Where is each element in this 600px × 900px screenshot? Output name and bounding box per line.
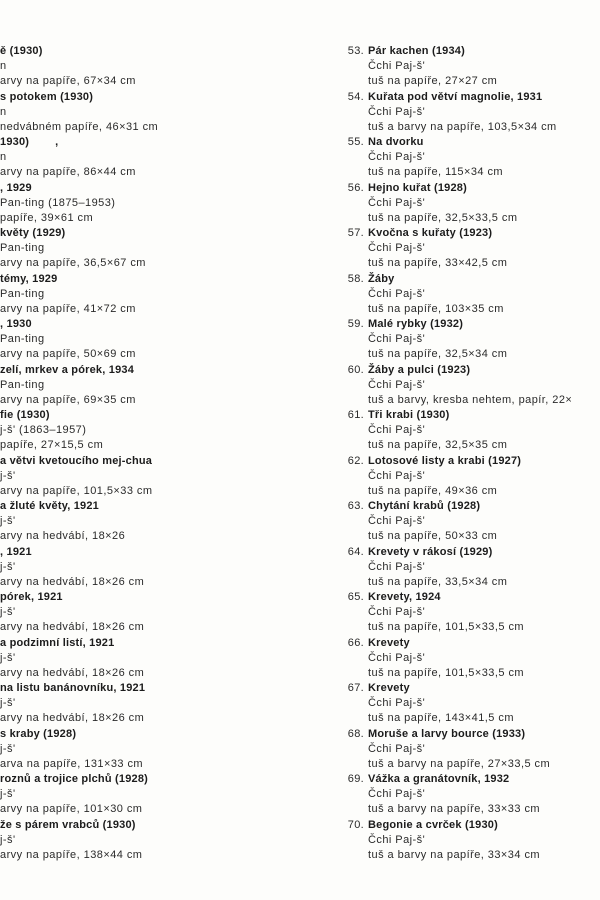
entry-artist: Čchi Paj-š' <box>368 697 426 709</box>
entry-artist: Pan-ting <box>0 242 45 254</box>
catalog-entry <box>340 772 600 818</box>
entry-title: Chytání krabů (1928) <box>368 500 481 512</box>
catalog-entry <box>340 363 600 409</box>
entry-title: roznů a trojice plchů (1928) <box>0 773 149 785</box>
entry-artist: n <box>0 60 7 72</box>
entry-title: s potokem (1930) <box>0 90 94 103</box>
entry-title: ě (1930) <box>0 45 43 57</box>
entry-title: Žáby <box>368 272 395 285</box>
entry-title: Hejno kuřat (1928) <box>368 181 467 194</box>
entry-body <box>368 90 557 135</box>
catalog-entry <box>0 363 300 409</box>
entry-body <box>368 44 497 89</box>
entry-number: 61. <box>347 409 364 421</box>
entry-medium: tuš a barvy na papíře, 27×33,5 cm <box>368 757 551 770</box>
entry-title: pórek, 1921 <box>0 591 63 603</box>
entry-medium: papíře, 27×15,5 cm <box>0 439 104 451</box>
entry-number: 60. <box>347 363 364 376</box>
entry-medium: tuš a barvy na papíře, 103,5×34 cm <box>368 120 557 133</box>
entry-title: a větvi kvetoucího mej-chua <box>0 454 153 467</box>
entry-medium: tuš na papíře, 33×42,5 cm <box>368 257 508 269</box>
entry-title: květy (1929) <box>0 227 66 239</box>
entry-medium: arvy na papíře, 50×69 cm <box>0 348 136 360</box>
entry-title: Malé rybky (1932) <box>368 318 464 330</box>
catalog-entry <box>0 818 300 864</box>
entry-number: 54. <box>347 90 364 103</box>
entry-medium: tuš na papíře, 115×34 cm <box>368 166 504 178</box>
entry-medium: arvy na papíře, 138×44 cm <box>0 848 143 861</box>
catalog-entry <box>340 636 600 682</box>
entry-number: 69. <box>347 773 364 785</box>
entry-body <box>368 636 524 681</box>
entry-artist: Čchi Paj-š' <box>368 560 426 573</box>
entry-number: 65. <box>347 591 364 603</box>
entry-number: 53. <box>347 45 364 57</box>
entry-number: 68. <box>347 727 364 740</box>
entry-medium: tuš na papíře, 32,5×33,5 cm <box>368 211 518 224</box>
entry-title: Kvočna s kuřaty (1923) <box>368 227 493 239</box>
entry-artist: Čchi Paj-š' <box>368 378 426 391</box>
entry-title: Vážka a granátovník, 1932 <box>368 773 510 785</box>
entry-medium: arvy na hedvábí, 18×26 cm <box>0 575 145 588</box>
catalog-entry <box>340 181 600 227</box>
entry-artist: n <box>0 105 7 118</box>
entry-number: 62. <box>347 454 364 467</box>
catalog-entry <box>340 818 600 864</box>
entry-body <box>368 363 572 408</box>
entry-artist: j-š' <box>0 742 16 755</box>
entry-artist: j-š' <box>0 651 16 664</box>
catalog-entry <box>340 135 600 181</box>
entry-medium: arvy na hedvábí, 18×26 cm <box>0 621 145 633</box>
entry-title: Krevety v rákosí (1929) <box>368 545 493 558</box>
entry-body <box>368 499 497 544</box>
entry-medium: tuš na papíře, 50×33 cm <box>368 530 498 542</box>
entry-artist: j-š' <box>0 606 16 618</box>
entry-body <box>368 181 517 226</box>
entry-body <box>368 317 507 362</box>
catalog-entry <box>340 727 600 773</box>
catalog-entry <box>340 272 600 318</box>
entry-medium: arvy na papíře, 67×34 cm <box>0 75 136 87</box>
entry-title: Moruše a larvy bource (1933) <box>368 727 526 740</box>
entry-artist: Pan-ting (1875–1953) <box>0 196 116 209</box>
catalog-entry <box>0 317 300 363</box>
entry-number: 58. <box>347 272 364 285</box>
entry-medium: arvy na papíře, 101×30 cm <box>0 803 143 815</box>
entry-body <box>368 590 524 635</box>
catalog-entry <box>340 454 600 500</box>
entry-medium: tuš na papíře, 32,5×34 cm <box>368 348 508 360</box>
catalog-entry <box>340 317 600 363</box>
catalog-entry <box>0 408 300 454</box>
catalog-entry <box>340 499 600 545</box>
entry-artist: Čchi Paj-š' <box>368 60 426 72</box>
catalog-entry <box>340 545 600 591</box>
entry-title: fie (1930) <box>0 409 50 421</box>
catalog-entry <box>0 454 300 500</box>
entry-medium: tuš a barvy na papíře, 33×33 cm <box>368 803 541 815</box>
entry-number: 59. <box>347 318 364 330</box>
entry-number: 67. <box>347 682 364 694</box>
entry-medium: tuš na papíře, 143×41,5 cm <box>368 712 514 724</box>
entry-artist: j-š' <box>0 697 16 709</box>
catalog-entry <box>0 90 300 136</box>
catalog-entry <box>340 590 600 636</box>
entry-artist: Čchi Paj-š' <box>368 742 426 755</box>
entry-artist: Čchi Paj-š' <box>368 469 426 482</box>
entry-artist: Pan-ting <box>0 287 45 300</box>
entry-artist: Čchi Paj-š' <box>368 515 426 527</box>
entry-title: Na dvorku <box>368 136 424 148</box>
catalog-entry <box>0 44 300 90</box>
entry-artist: Čchi Paj-š' <box>368 333 426 345</box>
entry-medium: papíře, 39×61 cm <box>0 211 94 224</box>
catalog-entry <box>0 545 300 591</box>
entry-medium: arvy na papíře, 41×72 cm <box>0 302 136 315</box>
catalog-entry <box>340 44 600 90</box>
entry-body <box>368 408 507 453</box>
entry-artist: j-š' (1863–1957) <box>0 424 87 436</box>
catalog-entry <box>0 772 300 818</box>
entry-artist: n <box>0 151 7 163</box>
entry-artist: Čchi Paj-š' <box>368 424 426 436</box>
entry-body <box>368 135 503 180</box>
entry-number: 70. <box>347 818 364 831</box>
catalog-entry <box>0 727 300 773</box>
catalog-entry <box>0 135 300 181</box>
entry-title: Krevety, 1924 <box>368 591 441 603</box>
entry-title: , 1929 <box>0 181 32 194</box>
entry-number: 55. <box>347 136 364 148</box>
entry-body <box>368 454 521 499</box>
entry-title: a žluté květy, 1921 <box>0 500 99 512</box>
catalog-left-column <box>0 44 300 863</box>
catalog-entry <box>340 226 600 272</box>
entry-artist: Čchi Paj-š' <box>368 788 426 800</box>
entry-title: , 1930 <box>0 318 32 330</box>
entry-medium: arvy na hedvábí, 18×26 cm <box>0 712 145 724</box>
entry-medium: arvy na papíře, 86×44 cm <box>0 166 136 178</box>
entry-medium: tuš na papíře, 101,5×33,5 cm <box>368 666 525 679</box>
entry-title: 1930) , <box>0 136 59 148</box>
entry-body <box>368 272 504 317</box>
entry-body <box>368 727 550 772</box>
entry-body <box>368 545 507 590</box>
entry-medium: tuš na papíře, 27×27 cm <box>368 75 498 87</box>
entry-body <box>368 681 514 726</box>
entry-artist: Čchi Paj-š' <box>368 105 426 118</box>
catalog-entry <box>0 681 300 727</box>
entry-title: s kraby (1928) <box>0 727 77 740</box>
entry-artist: j-š' <box>0 560 16 573</box>
entry-title: Žáby a pulci (1923) <box>368 363 471 376</box>
entry-title: a podzimní listí, 1921 <box>0 636 115 649</box>
entry-body <box>368 818 540 863</box>
entry-artist: Čchi Paj-š' <box>368 833 426 846</box>
entry-artist: Čchi Paj-š' <box>368 287 426 300</box>
entry-title: zelí, mrkev a pórek, 1934 <box>0 363 135 376</box>
entry-title: Tři krabi (1930) <box>368 409 450 421</box>
entry-body <box>368 772 540 817</box>
catalog-right-column <box>340 44 600 863</box>
catalog-entry <box>0 590 300 636</box>
entry-title: Pár kachen (1934) <box>368 45 465 57</box>
catalog-entry <box>340 408 600 454</box>
entry-medium: tuš a barvy na papíře, 33×34 cm <box>368 848 541 861</box>
entry-medium: tuš na papíře, 33,5×34 cm <box>368 575 508 588</box>
catalog-entry <box>0 272 300 318</box>
entry-title: Krevety <box>368 682 410 694</box>
entry-artist: Čchi Paj-š' <box>368 651 426 664</box>
entry-title: Krevety <box>368 636 410 649</box>
catalog-entry <box>340 681 600 727</box>
entry-medium: arvy na papíře, 36,5×67 cm <box>0 257 146 269</box>
entry-medium: arva na papíře, 131×33 cm <box>0 757 144 770</box>
catalog-entry <box>0 226 300 272</box>
entry-artist: Čchi Paj-š' <box>368 606 426 618</box>
catalog-entry <box>0 181 300 227</box>
entry-artist: j-š' <box>0 469 16 482</box>
entry-number: 56. <box>347 181 364 194</box>
entry-artist: Čchi Paj-š' <box>368 151 426 163</box>
entry-title: že s párem vrabců (1930) <box>0 818 136 831</box>
entry-medium: arvy na hedvábí, 18×26 <box>0 530 126 542</box>
entry-number: 64. <box>347 545 364 558</box>
entry-medium: arvy na papíře, 101,5×33 cm <box>0 484 153 497</box>
entry-title: , 1921 <box>0 545 32 558</box>
entry-title: Lotosové listy a krabi (1927) <box>368 454 522 467</box>
catalog-entry <box>0 636 300 682</box>
entry-title: na listu banánovníku, 1921 <box>0 682 146 694</box>
entry-artist: j-š' <box>0 515 16 527</box>
catalog-entry <box>340 90 600 136</box>
entry-medium: tuš na papíře, 103×35 cm <box>368 302 504 315</box>
entry-number: 63. <box>347 500 364 512</box>
catalog-entry <box>0 499 300 545</box>
entry-number: 66. <box>347 636 364 649</box>
entry-medium: tuš na papíře, 49×36 cm <box>368 484 498 497</box>
entry-artist: Pan-ting <box>0 333 45 345</box>
entry-artist: j-š' <box>0 788 16 800</box>
entry-body <box>368 226 507 271</box>
entry-number: 57. <box>347 227 364 239</box>
entry-artist: Čchi Paj-š' <box>368 242 426 254</box>
entry-artist: Čchi Paj-š' <box>368 196 426 209</box>
entry-medium: tuš na papíře, 32,5×35 cm <box>368 439 508 451</box>
entry-medium: nedvábném papíře, 46×31 cm <box>0 120 159 133</box>
entry-artist: Pan-ting <box>0 378 45 391</box>
entry-medium: arvy na papíře, 69×35 cm <box>0 393 136 406</box>
entry-title: Begonie a cvrček (1930) <box>368 818 498 831</box>
entry-title: Kuřata pod větví magnolie, 1931 <box>368 90 543 103</box>
entry-artist: j-š' <box>0 833 16 846</box>
entry-medium: tuš a barvy, kresba nehtem, papír, 22× <box>368 393 573 406</box>
entry-title: témy, 1929 <box>0 272 58 285</box>
entry-medium: arvy na hedvábí, 18×26 cm <box>0 666 145 679</box>
entry-medium: tuš na papíře, 101,5×33,5 cm <box>368 621 525 633</box>
